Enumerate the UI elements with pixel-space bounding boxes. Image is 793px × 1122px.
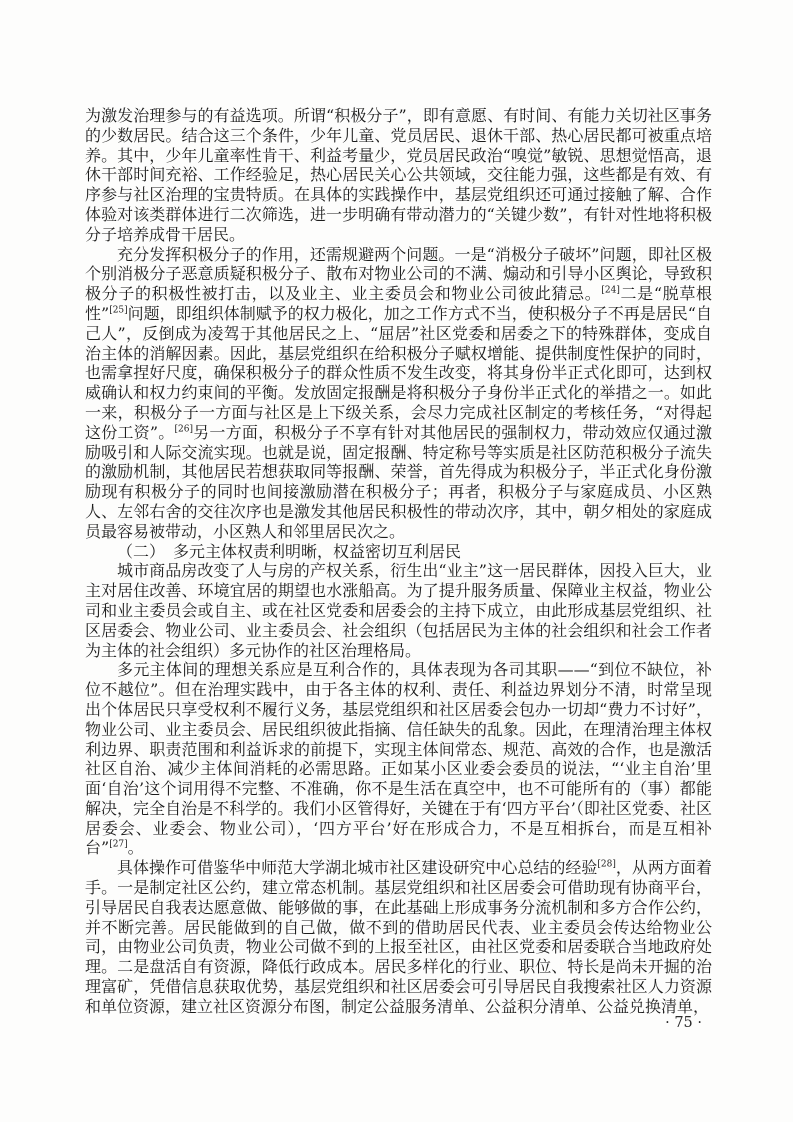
- citation-marker: [24]: [601, 285, 620, 296]
- page-number: · 75 ·: [665, 1015, 702, 1031]
- page-body: [85, 106, 712, 1017]
- paragraph: 具体操作可借鉴华中师范大学湖北城市社区建设研究中心总结的经验[28]，从两方面着手。一是制定社区公约，建立常态机制。基层党组织和社区居委会可借助现有协商平台，引导居民自我表达愿意做、能够做的事，在此基础上形成事务分流机制和多方合作公约，并不断完善。居民能做到的自己做，做不到的借助居民代表、业主委员会传达给物业公司，由物业公司负责，物业公司做不到的上报至社区，由社区党委和居委联合当地政府处理。二是盘活自有资源，降低行政成本。居民多样化的行业、职位、特长是尚未开掘的治理富矿，凭借信息获取优势，基层党组织和社区居委会可引导居民自我搜索社区人力资源和单位资源，建立社区资源分布图，制定公益服务清单、公益积分清单、公益兑换清单，: [85, 858, 712, 1016]
- section-heading: （二） 多元主体权责利明晰，权益密切互利居民: [117, 541, 462, 561]
- citation-marker: [27]: [109, 840, 128, 851]
- paragraph: 为激发治理参与的有益选项。所谓“积极分子”，即有意愿、有时间、有能力关切社区事务的少数居民。结合这三个条件，少年儿童、党员居民、退休干部、热心居民都可被重点培养。其中，少年儿童率性肯干、利益考量少，党员居民政治“嗅觉”敏锐、思想觉悟高，退休干部时间充裕、工作经验足，热心居民关心公共领域，交往能力强，这些都是有效、有序参与社区治理的宝贵特质。在具体的实践操作中，基层党组织还可通过接触了解、合作体验对该类群体进行二次筛选，进一步明确有带动潜力的“关键少数”，有针对性地将积极分子培养成骨干居民。: [85, 106, 712, 244]
- paragraph: 充分发挥积极分子的作用，还需规避两个问题。一是“消极分子破坏”问题，即社区极个别消极分子恶意质疑积极分子、散布对物业公司的不满、煽动和引导小区舆论，导致积极分子的积极性被打击，以及业主、业主委员会和物业公司彼此猜忌。[24]二是“脱草根性”[25]问题，即组织体制赋予的权力极化，加之工作方式不当，使积极分子不再是居民“自己人”，反倒成为凌驾于其他居民之上、“屈居”社区党委和居委之下的特殊群体，变成自治主体的消解因素。因此，基层党组织在给积极分子赋权增能、提供制度性保护的同时，也需拿捏好尺度，确保积极分子的群众性质不发生改变，将其身份半正式化即可，达到权威确认和权力约束间的平衡。发放固定报酬是将积极分子身份半正式化的举措之一。如此一来，积极分子一方面与社区是上下级关系，会尽力完成社区制定的考核任务，“对得起这份工资”。[26]另一方面，积极分子不享有针对其他居民的强制权力，带动效应仅通过激励吸引和人际交流实现。也就是说，固定报酬、特定称号等实质是社区防范积极分子流失的激励机制，其他居民若想获取同等报酬、荣誉，首先得成为积极分子，半正式化身份激励现有积极分子的同时也间接激励潜在积极分子；再者，积极分子与家庭成员、小区熟人、左邻右舍的交往次序也是激发其他居民积极性的带动次序，其中，朝夕相处的家庭成员最容易被带动，小区熟人和邻里居民次之。: [85, 244, 712, 541]
- paragraph: 多元主体间的理想关系应是互利合作的，具体表现为各司其职——“到位不缺位，补位不越位”。但在治理实践中，由于各主体的权利、责任、利益边界划分不清，时常呈现出个体居民只享受权利不履行义务，基层党组织和社区居委会包办一切却“费力不讨好”，物业公司、业主委员会、居民组织彼此指摘、信任缺失的乱象。因此，在理清治理主体权利边界、职责范围和利益诉求的前提下，实现主体间常态、规范、高效的合作，也是激活社区自治、减少主体间消耗的必需思路。正如某小区业委会委员的说法，“‘业主自治’里面‘自治’这个词用得不完整、不准确，你不是生活在真空中，也不可能所有的（事）都能解决，完全自治是不科学的。我们小区管得好，关键在于有‘四方平台’（即社区党委、社区居委会、业委会、物业公司），‘四方平台’好在形成合力，不是互相拆台，而是互相补台”[27]。: [85, 660, 712, 858]
- citation-marker: [25]: [109, 305, 128, 316]
- citation-marker: [26]: [174, 424, 193, 435]
- paragraph: 城市商品房改变了人与房的产权关系，衍生出“业主”这一居民群体，因投入巨大，业主对居住改善、环境宜居的期望也水涨船高。为了提升服务质量、保障业主权益，物业公司和业主委员会或自主、或在社区党委和居委会的主持下成立，由此形成基层党组织、社区居委会、物业公司、业主委员会、社会组织（包括居民为主体的社会组织和社会工作者为主体的社会组织）多元协作的社区治理格局。: [85, 561, 712, 660]
- citation-marker: [28]: [597, 859, 616, 870]
